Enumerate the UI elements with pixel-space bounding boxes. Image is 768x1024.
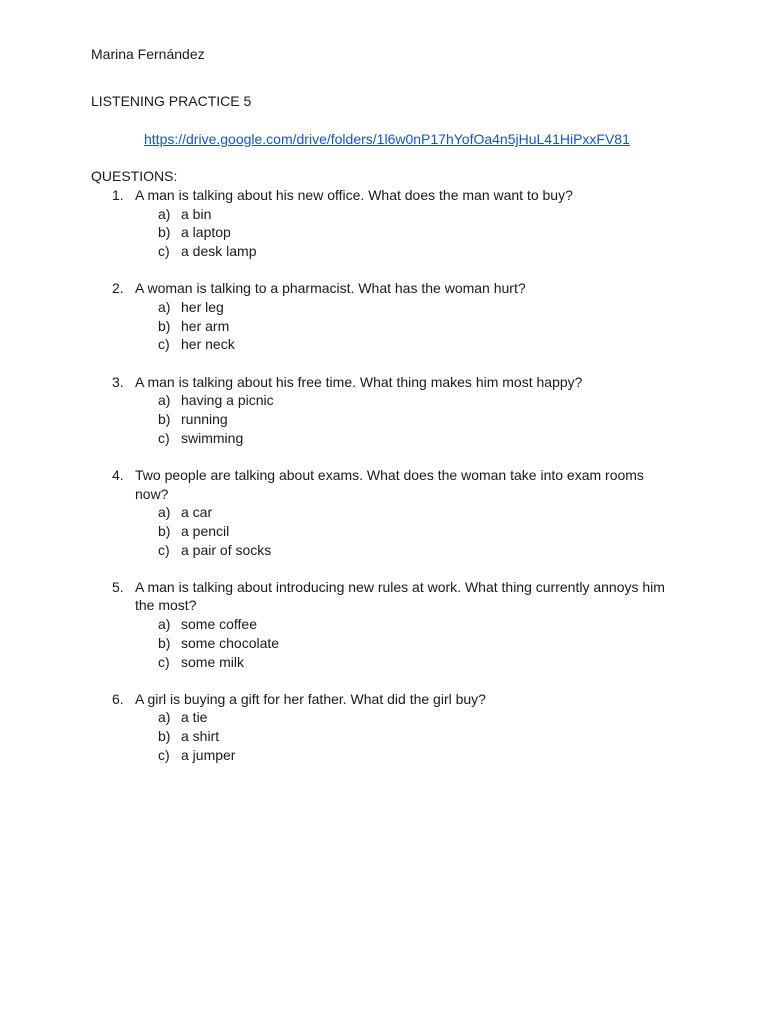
option-text: a jumper bbox=[181, 746, 236, 763]
option-text: a tie bbox=[181, 709, 208, 726]
option-label: b) bbox=[158, 522, 171, 539]
option-c bbox=[0, 541, 768, 560]
option-a bbox=[0, 205, 768, 224]
option-text: a shirt bbox=[181, 728, 220, 745]
option-c bbox=[0, 429, 768, 448]
question-1 bbox=[0, 186, 768, 261]
question-3 bbox=[0, 373, 768, 448]
option-text: running bbox=[181, 410, 228, 427]
option-b bbox=[0, 727, 768, 746]
option-a bbox=[0, 391, 768, 410]
option-c bbox=[0, 242, 768, 261]
drive-link[interactable]: https://drive.google.com/drive/folders/1l6w0nP17hYofOa4n5jHuL41HiPxxFV81 bbox=[144, 131, 630, 147]
option-list bbox=[0, 205, 768, 261]
question-text: Two people are talking about exams. What does the woman take into exam rooms now? bbox=[135, 466, 644, 502]
option-label: a) bbox=[158, 392, 171, 409]
option-a bbox=[0, 708, 768, 727]
question-text: A girl is buying a gift for her father. What did the girl buy? bbox=[135, 690, 486, 707]
option-text: a laptop bbox=[181, 224, 231, 241]
option-label: a) bbox=[158, 298, 171, 315]
option-list bbox=[0, 391, 768, 447]
question-number: 2. bbox=[112, 280, 124, 297]
question-number: 6. bbox=[112, 690, 124, 707]
option-label: a) bbox=[158, 205, 171, 222]
author-name: Marina Fernández bbox=[91, 46, 205, 62]
option-a bbox=[0, 615, 768, 634]
option-label: c) bbox=[158, 243, 170, 260]
option-text: having a picnic bbox=[181, 392, 274, 409]
option-text: a pair of socks bbox=[181, 541, 272, 558]
option-label: b) bbox=[158, 317, 171, 334]
option-text: her arm bbox=[181, 317, 230, 334]
option-b bbox=[0, 522, 768, 541]
option-text: some milk bbox=[181, 653, 245, 670]
question-number: 3. bbox=[112, 373, 124, 390]
option-label: b) bbox=[158, 224, 171, 241]
option-label: c) bbox=[158, 429, 170, 446]
option-label: c) bbox=[158, 746, 170, 763]
option-label: a) bbox=[158, 616, 171, 633]
question-text: A man is talking about introducing new rules at work. What thing currently annoys him the most? bbox=[135, 578, 665, 614]
option-a bbox=[0, 298, 768, 317]
question-text: A man is talking about his new office. What does the man want to buy? bbox=[135, 187, 573, 203]
option-a bbox=[0, 503, 768, 522]
option-label: c) bbox=[158, 653, 170, 670]
option-c bbox=[0, 746, 768, 765]
option-text: some chocolate bbox=[181, 634, 280, 651]
option-text: a pencil bbox=[181, 522, 230, 539]
questions-heading: QUESTIONS: bbox=[91, 168, 178, 184]
option-label: b) bbox=[158, 410, 171, 427]
document-title: LISTENING PRACTICE 5 bbox=[91, 93, 252, 109]
question-number: 5. bbox=[112, 578, 124, 595]
option-list bbox=[0, 503, 768, 559]
question-number: 4. bbox=[112, 466, 124, 483]
question-5 bbox=[0, 578, 768, 671]
question-6 bbox=[0, 690, 768, 765]
option-b bbox=[0, 223, 768, 242]
option-text: a car bbox=[181, 504, 213, 521]
option-list bbox=[0, 708, 768, 764]
option-text: some coffee bbox=[181, 616, 258, 633]
option-text: her neck bbox=[181, 336, 235, 353]
option-c bbox=[0, 335, 768, 354]
option-list bbox=[0, 615, 768, 671]
option-b bbox=[0, 317, 768, 336]
option-text: her leg bbox=[181, 298, 224, 315]
option-text: a bin bbox=[181, 205, 212, 222]
question-list bbox=[0, 186, 768, 783]
option-text: swimming bbox=[181, 429, 244, 446]
option-label: b) bbox=[158, 728, 171, 745]
option-label: a) bbox=[158, 504, 171, 521]
question-number: 1. bbox=[112, 187, 124, 203]
question-4 bbox=[0, 466, 768, 559]
option-list bbox=[0, 298, 768, 354]
question-text: A man is talking about his free time. What thing makes him most happy? bbox=[135, 373, 583, 390]
option-label: a) bbox=[158, 709, 171, 726]
option-b bbox=[0, 410, 768, 429]
option-c bbox=[0, 653, 768, 672]
question-text: A woman is talking to a pharmacist. What has the woman hurt? bbox=[135, 280, 526, 297]
option-label: b) bbox=[158, 634, 171, 651]
option-label: c) bbox=[158, 336, 170, 353]
option-b bbox=[0, 634, 768, 653]
question-2 bbox=[0, 279, 768, 354]
option-label: c) bbox=[158, 541, 170, 558]
option-text: a desk lamp bbox=[181, 243, 257, 260]
